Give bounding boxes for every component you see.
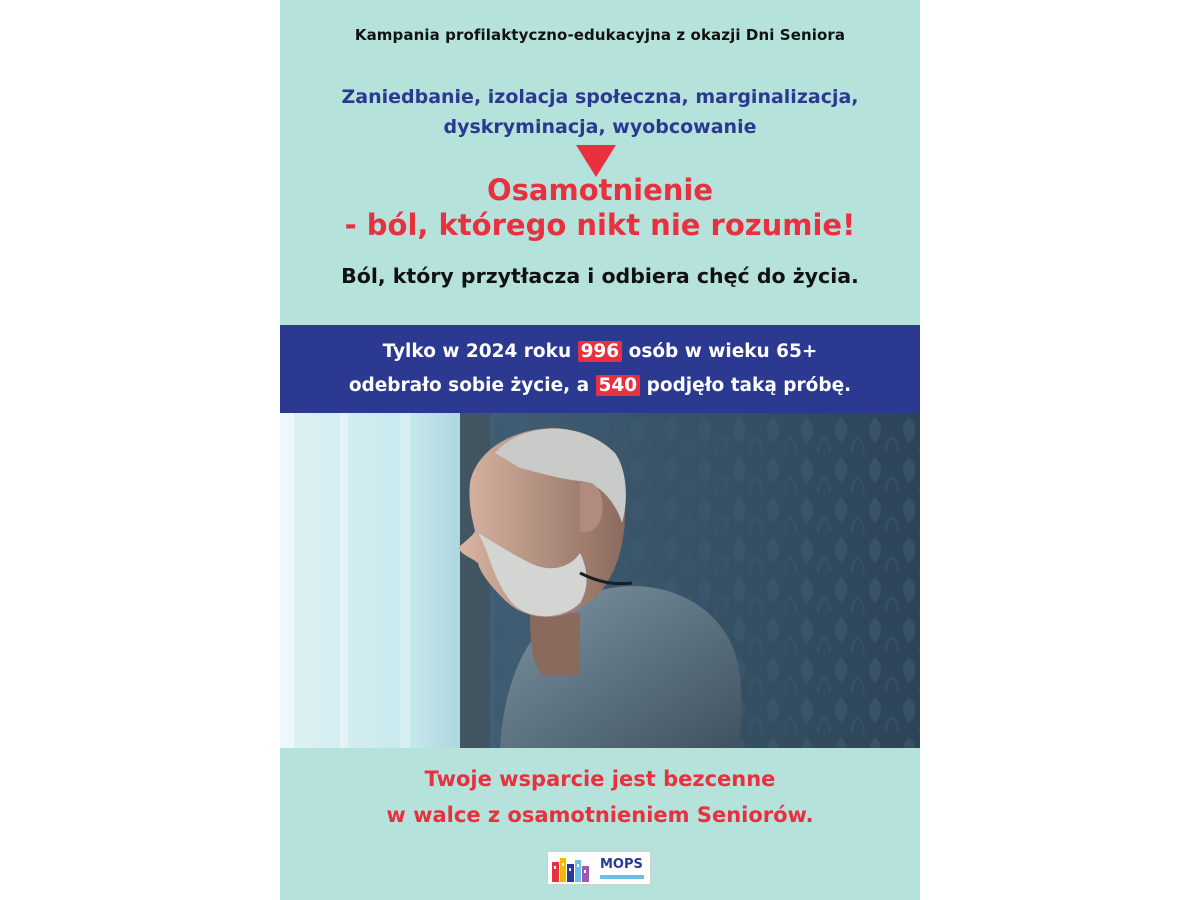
attempts-count-badge: 540 bbox=[596, 375, 641, 396]
tagline-line-2: w walce z osamotnieniem Seniorów. bbox=[386, 803, 814, 827]
tagline bbox=[280, 761, 920, 833]
elderly-man-photo bbox=[280, 413, 920, 748]
suicides-count-badge: 996 bbox=[578, 341, 623, 362]
stats-line-2 bbox=[280, 369, 920, 403]
campaign-label: Kampania profilaktyczno-edukacyjna z okazji Dni Seniora bbox=[354, 26, 846, 44]
mops-logo bbox=[547, 851, 651, 885]
campaign-poster bbox=[280, 0, 920, 900]
stats-text: odebrało sobie życie, a bbox=[348, 375, 596, 396]
mops-logo-icon bbox=[548, 852, 598, 884]
causes-line-1: Zaniedbanie, izolacja społeczna, marginalizacja, bbox=[341, 86, 859, 108]
mops-logo-text: MOPS bbox=[600, 857, 643, 872]
stats-line-1 bbox=[280, 335, 920, 369]
headline bbox=[280, 173, 920, 243]
stats-text: osób w wieku 65+ bbox=[622, 341, 818, 362]
headline-line-2: - ból, którego nikt nie rozumie! bbox=[344, 208, 856, 242]
tagline-line-1: Twoje wsparcie jest bezcenne bbox=[424, 767, 776, 791]
headline-line-1: Osamotnienie bbox=[487, 173, 713, 207]
stats-text: podjęło taką próbę. bbox=[640, 375, 852, 396]
causes-line-2: dyskryminacja, wyobcowanie bbox=[443, 116, 757, 138]
statistics-band bbox=[280, 325, 920, 413]
causes-list bbox=[280, 82, 920, 142]
stats-text: Tylko w 2024 roku bbox=[382, 341, 578, 362]
logo-underline bbox=[600, 875, 644, 879]
subheadline: Ból, który przytłacza i odbiera chęć do życia. bbox=[341, 264, 859, 288]
